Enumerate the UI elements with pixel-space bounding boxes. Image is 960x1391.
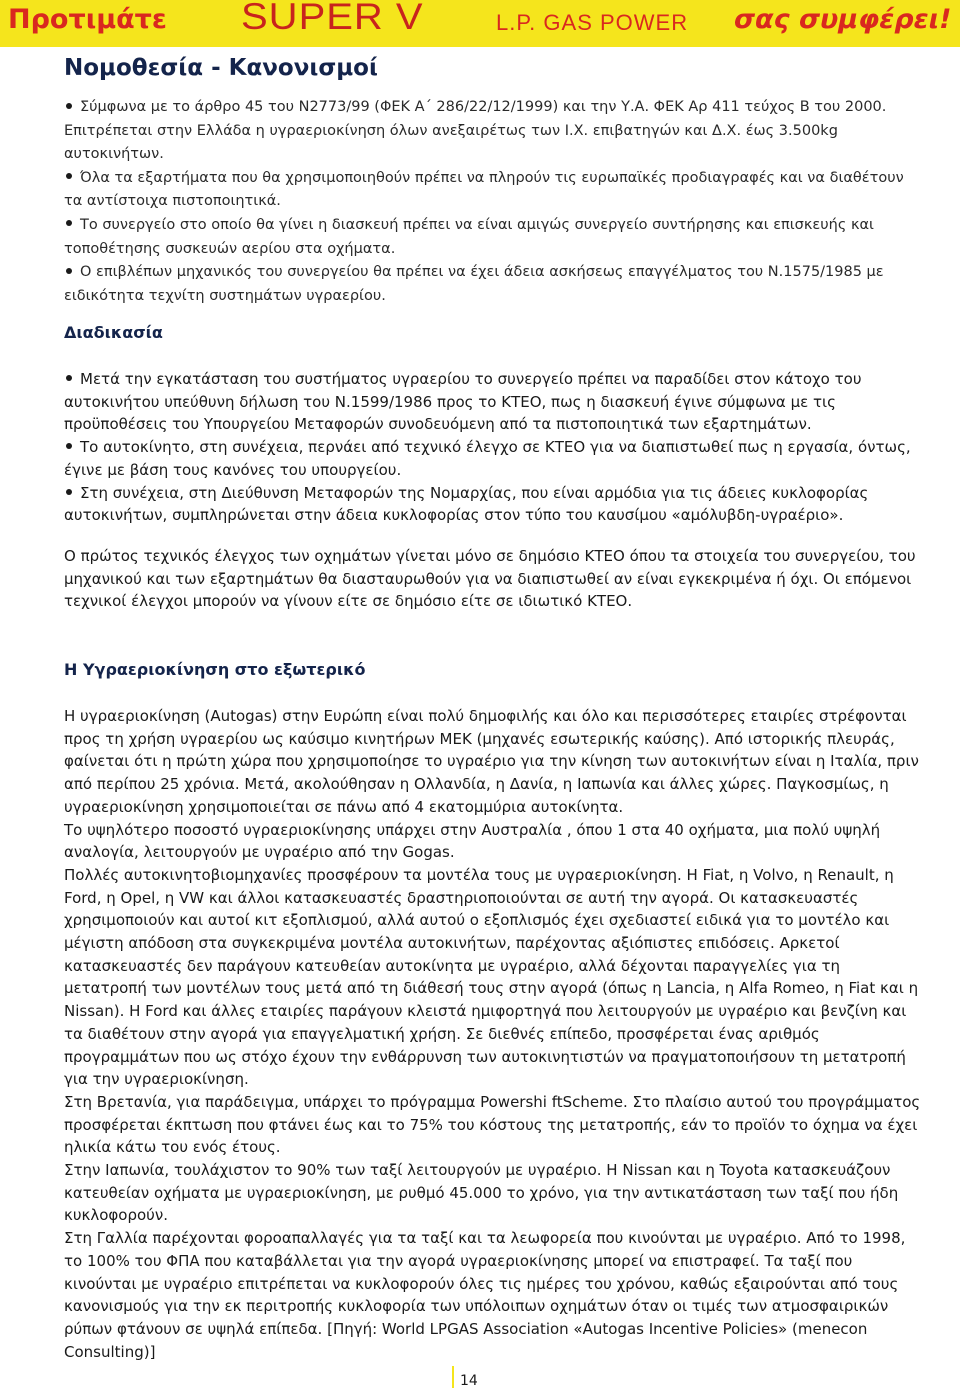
list-item: Σύμφωνα με το άρθρο 45 του Ν2773/99 (ΦΕΚ Α΄ 286/22/12/1999) και την Υ.Α. ΦΕΚ Αρ 411 τεύχος Β του 2000. Επιτρέπεται στην Ελλάδα η υγραεριοκίνηση όλων ανεξαιρέτως των Ι.Χ. επιβατηγών και Δ.Χ. έως 3.500kg αυτοκινήτων.: [64, 99, 887, 163]
page-number: 14: [460, 1373, 478, 1389]
list-item: Μετά την εγκατάσταση του συστήματος υγραερίου το συνεργείο πρέπει να παραδίδει στον κάτοχο του αυτοκινήτου υπεύθυνη δήλωση του Ν.1599/1986 προς το ΚΤΕΟ, πως η διασκευή έγινε σύμφωνα με τις προϋποθέσεις του Υπουργείου Μεταφορών συνοδευόμενη από τα πιστοποιητικά των εξαρτημάτων.: [64, 370, 862, 434]
paragraph: Στην Ιαπωνία, τουλάχιστον το 90% των ταξί λειτουργούν με υγραέριο. Η Nissan και η Toyota κατασκευάζουν κατευθείαν οχήματα με υγραεριοκίνηση, με ρυθμό 45.000 το χρόνο, για την αντικατάσταση των ταξί που ήδη κυκλοφορούν.: [64, 1161, 899, 1225]
inspection-paragraph: Ο πρώτος τεχνικός έλεγχος των οχημάτων γίνεται μόνο σε δημόσιο ΚΤΕΟ όπου τα στοιχεία του συνεργείου, του μηχανικού και των εξαρτημάτων θα διασταυρωθούν για να διαπιστωθεί αν είναι εγκεκριμένα ή όχι. Οι επόμενοι τεχνικοί έλεγχοι μπορούν να γίνουν είτε σε δημόσιο είτε σε ιδιωτικό ΚΤΕΟ.: [64, 547, 916, 611]
abroad-heading: Η Υγραεριοκίνηση στο εξωτερικό: [64, 660, 366, 679]
bullet-icon: [66, 173, 72, 179]
legislation-list: [64, 96, 924, 308]
procedure-list: [64, 368, 924, 527]
bullet-icon: [66, 489, 72, 495]
paragraph: Στη Γαλλία παρέχονται φοροαπαλλαγές για τα ταξί και τα λεωφορεία που κινούνται με υγραέριο. Από το 1998, το 100% του ΦΠΑ που καταβάλλεται για την αγορά υγραεριοκίνησης μπορεί να επιστραφεί. Τα ταξί που κινούνται με υγραέριο επιτρέπεται να κυκλοφορούν όλες τις ημέρες του χρόνου, καθώς εξαιρούνται από τους κανονισμούς για την εκ περιτροπής κυκλοφορία των υπόλοιπων οχημάτων όταν οι τιμές των ατμοσφαιρικών ρύπων φτάνουν σε υψηλά επίπεδα. [Πηγή: World LPGAS Association «Autogas Incentive Policies» (menecon Consulting)]: [64, 1229, 906, 1361]
paragraph: Στη Βρετανία, για παράδειγμα, υπάρχει το πρόγραμμα Powershi ftScheme. Στο πλαίσιο αυτού του προγράμματος προσφέρεται έκπτωση που φτάνει έως και το 75% του κόστους της μετατροπής, εάν το προϊόν το όχημα να έχει ηλικία κάτω του ενός έτους.: [64, 1092, 921, 1157]
brand-logo: SUPER V: [241, 0, 424, 38]
page-title: Νομοθεσία - Κανονισμοί: [64, 55, 378, 81]
procedure-heading: Διαδικασία: [64, 323, 163, 342]
paragraph: Το υψηλότερο ποσοστό υγραεριοκίνησης υπάρχει στην Αυστραλία , όπου 1 στα 40 οχήματα, μια πολύ υψηλή αναλογία, λειτουργούν με υγραέριο από την Gogas.: [64, 820, 881, 862]
list-item: Το συνεργείο στο οποίο θα γίνει η διασκευή πρέπει να είναι αμιγώς συνεργείο συντήρησης και επισκευής και τοποθέτησης συσκευών αερίου στα οχήματα.: [64, 216, 874, 257]
paragraph: Πολλές αυτοκινητοβιομηχανίες προσφέρουν τα μοντέλα τους με υγραεριοκίνηση. Η Fiat, η Volvo, η Renault, η Ford, η Opel, η VW και άλλοι κατασκευαστές δραστηριοποιούνται σε αυτή την αγορά. Οι κατασκευαστές χρησιμοποιούν και αυτοί κιτ εξοπλισμού, αλλά αυτού ο εξοπλισμός έχει σχεδιαστεί ειδικά για το μοντέλο και μέγιστη απόδοση στα συγκεκριμένα μοντέλα αυτοκινήτων, παρέχοντας αξιόπιστες επιδόσεις. Αρκετοί κατασκευαστές δεν παράγουν κατευθείαν αυτοκίνητα με υγραέριο, αλλά δέχονται παραγγελίες για τη μετατροπή των μοντέλων τους μετά από τη διάθεσή τους στην αγορά (όπως η Lancia, η Alfa Romeo, η Fiat και η Nissan). Η Ford και άλλες εταιρίες παράγουν κλειστά ημιφορτηγά που λειτουργούν με υγραέριο και βενζίνη και τα διαθέτουν στην αγορά για επαγγελματική χρήση. Σε διεθνές επίπεδο, προσφέρεται ένας αριθμός προγραμμάτων που ως στόχο έχουν την ενθάρρυνση των αυτοκινητιστών να πραγματοποιήσουν τη μετατροπή για την υγραεριοκίνηση.: [64, 865, 919, 1089]
page-number-marker: [452, 1366, 454, 1388]
abroad-section: [64, 705, 924, 1363]
brand-subtitle: L.P. GAS POWER: [496, 10, 689, 35]
header-banner: [0, 0, 960, 47]
paragraph: Η υγραεριοκίνηση (Autogas) στην Ευρώπη είναι πολύ δημοφιλής και όλο και περισσότερες εταιρίες στρέφονται προς τη χρήση υγραερίου ως καύσιμο κινητήρων ΜΕΚ (μηχανές εσωτερικής καύσης). Από ιστορικής πλευράς, φαίνεται ότι η πρώτη χώρα που χρησιμοποίησε το υγραέριο για την κίνηση των αυτοκινήτων είναι η Ιταλία, πριν από περίπου 25 χρόνια. Μετά, ακολούθησαν η Ολλανδία, η Δανία, η Ιαπωνία και άλλες χώρες. Παγκοσμίως, η υγραεριοκίνηση χρησιμοποιείται σε πάνω από 4 εκατομμύρια αυτοκίνητα.: [64, 707, 919, 816]
banner-suffix: σας συμφέρει!: [734, 4, 952, 35]
list-item: Ο επιβλέπων μηχανικός του συνεργείου θα πρέπει να έχει άδεια ασκήσεως επαγγέλματος του Ν.1575/1985 με ειδικότητα τεχνίτη συστημάτων υγραερίου.: [64, 264, 884, 304]
bullet-icon: [66, 443, 72, 449]
bullet-icon: [66, 268, 72, 274]
list-item: Το αυτοκίνητο, στη συνέχεια, περνάει από τεχνικό έλεγχο σε ΚΤΕΟ για να διαπιστωθεί πως η εργασία, όντως, έγινε με βάση τους κανόνες του υπουργείου.: [64, 438, 911, 479]
list-item: Όλα τα εξαρτήματα που θα χρησιμοποιηθούν πρέπει να πληρούν τις ευρωπαϊκές προδιαγραφές και να διαθέτουν τα αντίστοιχα πιστοποιητικά.: [64, 169, 904, 210]
bullet-icon: [66, 220, 72, 226]
list-item: Στη συνέχεια, στη Διεύθυνση Μεταφορών της Νομαρχίας, που είναι αρμόδια για τις άδειες κυκλοφορίας αυτοκινήτων, συμπληρώνεται στην άδεια κυκλοφορίας στον τύπο του καυσίμου «αμόλυβδη-υγραέριο».: [64, 483, 869, 525]
banner-prefix: Προτιμάτε: [8, 4, 167, 35]
bullet-icon: [66, 375, 72, 381]
bullet-icon: [66, 103, 72, 109]
